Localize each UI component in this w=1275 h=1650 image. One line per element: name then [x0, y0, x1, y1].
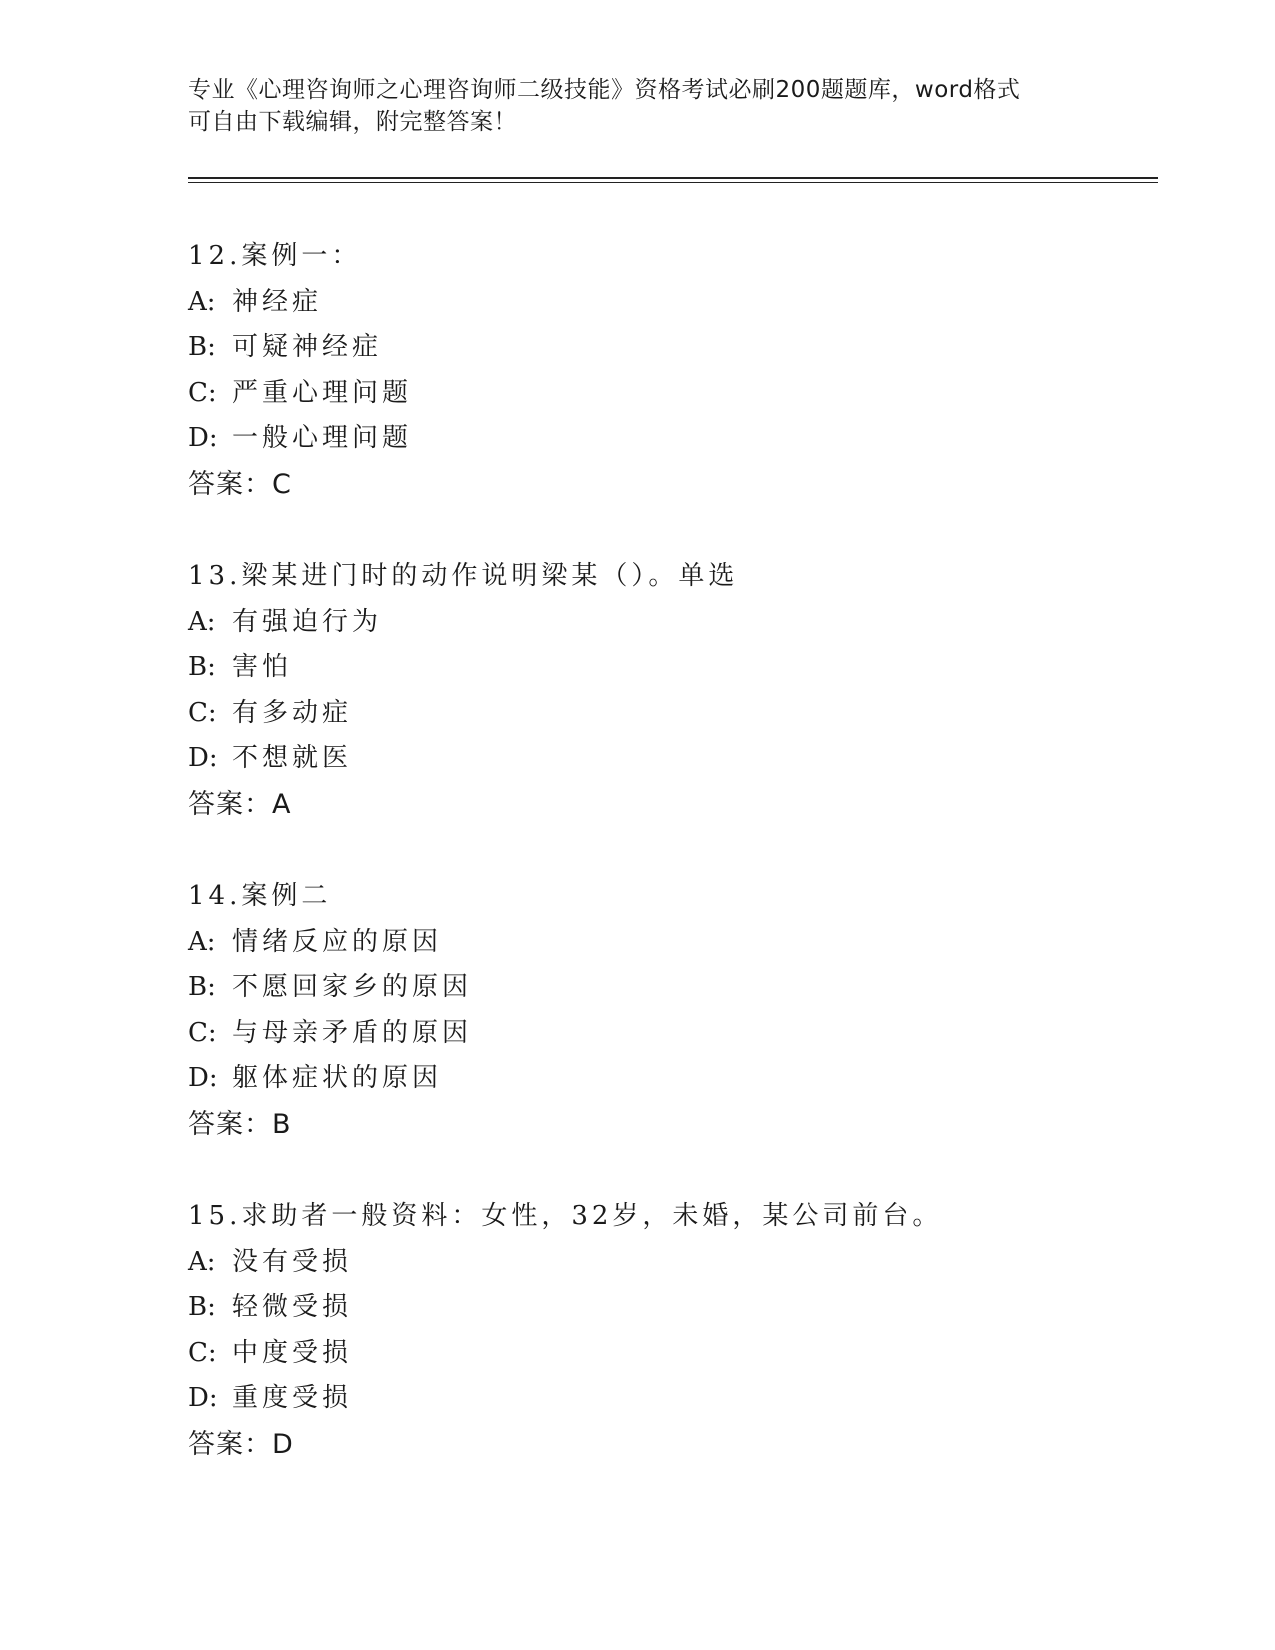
header-divider-thick: [188, 177, 1158, 179]
option-b: [188, 325, 1158, 371]
option-text: 严重心理问题: [232, 377, 413, 408]
question-13: [188, 554, 1158, 874]
option-c: [188, 371, 1158, 417]
option-text: 躯体症状的原因: [232, 1063, 443, 1094]
option-text: 可疑神经症: [232, 332, 383, 363]
question-14: [188, 874, 1158, 1194]
option-label: D:: [188, 423, 218, 454]
option-text: 中度受损: [232, 1337, 353, 1368]
option-label: B:: [188, 652, 216, 683]
option-a: [188, 280, 1158, 326]
option-text: 情绪反应的原因: [232, 926, 443, 957]
option-label: A:: [188, 926, 216, 957]
option-text: 有多动症: [232, 697, 353, 728]
option-a: [188, 920, 1158, 966]
question-12: [188, 234, 1158, 554]
answer-line: 答案：A: [188, 788, 292, 820]
option-d: [188, 416, 1158, 462]
answer-line: 答案：B: [188, 1108, 292, 1140]
question-title: 14.案例二: [188, 881, 332, 911]
option-text: 重度受损: [232, 1383, 353, 1414]
option-d: [188, 736, 1158, 782]
option-label: D:: [188, 1063, 218, 1094]
option-c: [188, 1011, 1158, 1057]
option-text: 不愿回家乡的原因: [232, 972, 473, 1003]
option-text: 没有受损: [232, 1246, 353, 1277]
option-label: A:: [188, 286, 216, 317]
option-b: [188, 645, 1158, 691]
option-text: 一般心理问题: [232, 423, 413, 454]
answer-line: 答案：D: [188, 1428, 294, 1460]
option-label: B:: [188, 972, 216, 1003]
option-label: A:: [188, 1246, 216, 1277]
option-text: 神经症: [232, 286, 323, 317]
option-d: [188, 1056, 1158, 1102]
option-b: [188, 1285, 1158, 1331]
question-list: [188, 234, 1158, 1514]
header-divider-thin: [188, 182, 1158, 183]
option-a: [188, 600, 1158, 646]
option-b: [188, 965, 1158, 1011]
option-text: 与母亲矛盾的原因: [232, 1017, 473, 1048]
option-c: [188, 1331, 1158, 1377]
option-label: B:: [188, 1292, 216, 1323]
header-line-2: 可自由下载编辑，附完整答案！: [188, 109, 517, 135]
option-c: [188, 691, 1158, 737]
option-label: B:: [188, 332, 216, 363]
option-label: D:: [188, 1383, 218, 1414]
answer-line: 答案：C: [188, 468, 292, 500]
option-text: 不想就医: [232, 743, 353, 774]
question-title: 15.求助者一般资料：女性，32岁，未婚，某公司前台。: [188, 1201, 943, 1231]
option-label: C:: [188, 1017, 217, 1048]
question-15: [188, 1194, 1158, 1514]
option-label: C:: [188, 697, 217, 728]
option-label: C:: [188, 377, 217, 408]
option-text: 轻微受损: [232, 1292, 353, 1323]
header-line-1: 专业《心理咨询师之心理咨询师二级技能》资格考试必刷200题题库，word格式: [188, 77, 1021, 103]
document-header: [188, 74, 1088, 138]
option-text: 害怕: [232, 652, 293, 683]
option-label: D:: [188, 743, 218, 774]
question-title: 12.案例一：: [188, 241, 362, 271]
option-d: [188, 1376, 1158, 1422]
question-title: 13.梁某进门时的动作说明梁某（）。单选: [188, 561, 739, 591]
option-label: C:: [188, 1337, 217, 1368]
option-label: A:: [188, 606, 216, 637]
option-text: 有强迫行为: [232, 606, 383, 637]
option-a: [188, 1240, 1158, 1286]
